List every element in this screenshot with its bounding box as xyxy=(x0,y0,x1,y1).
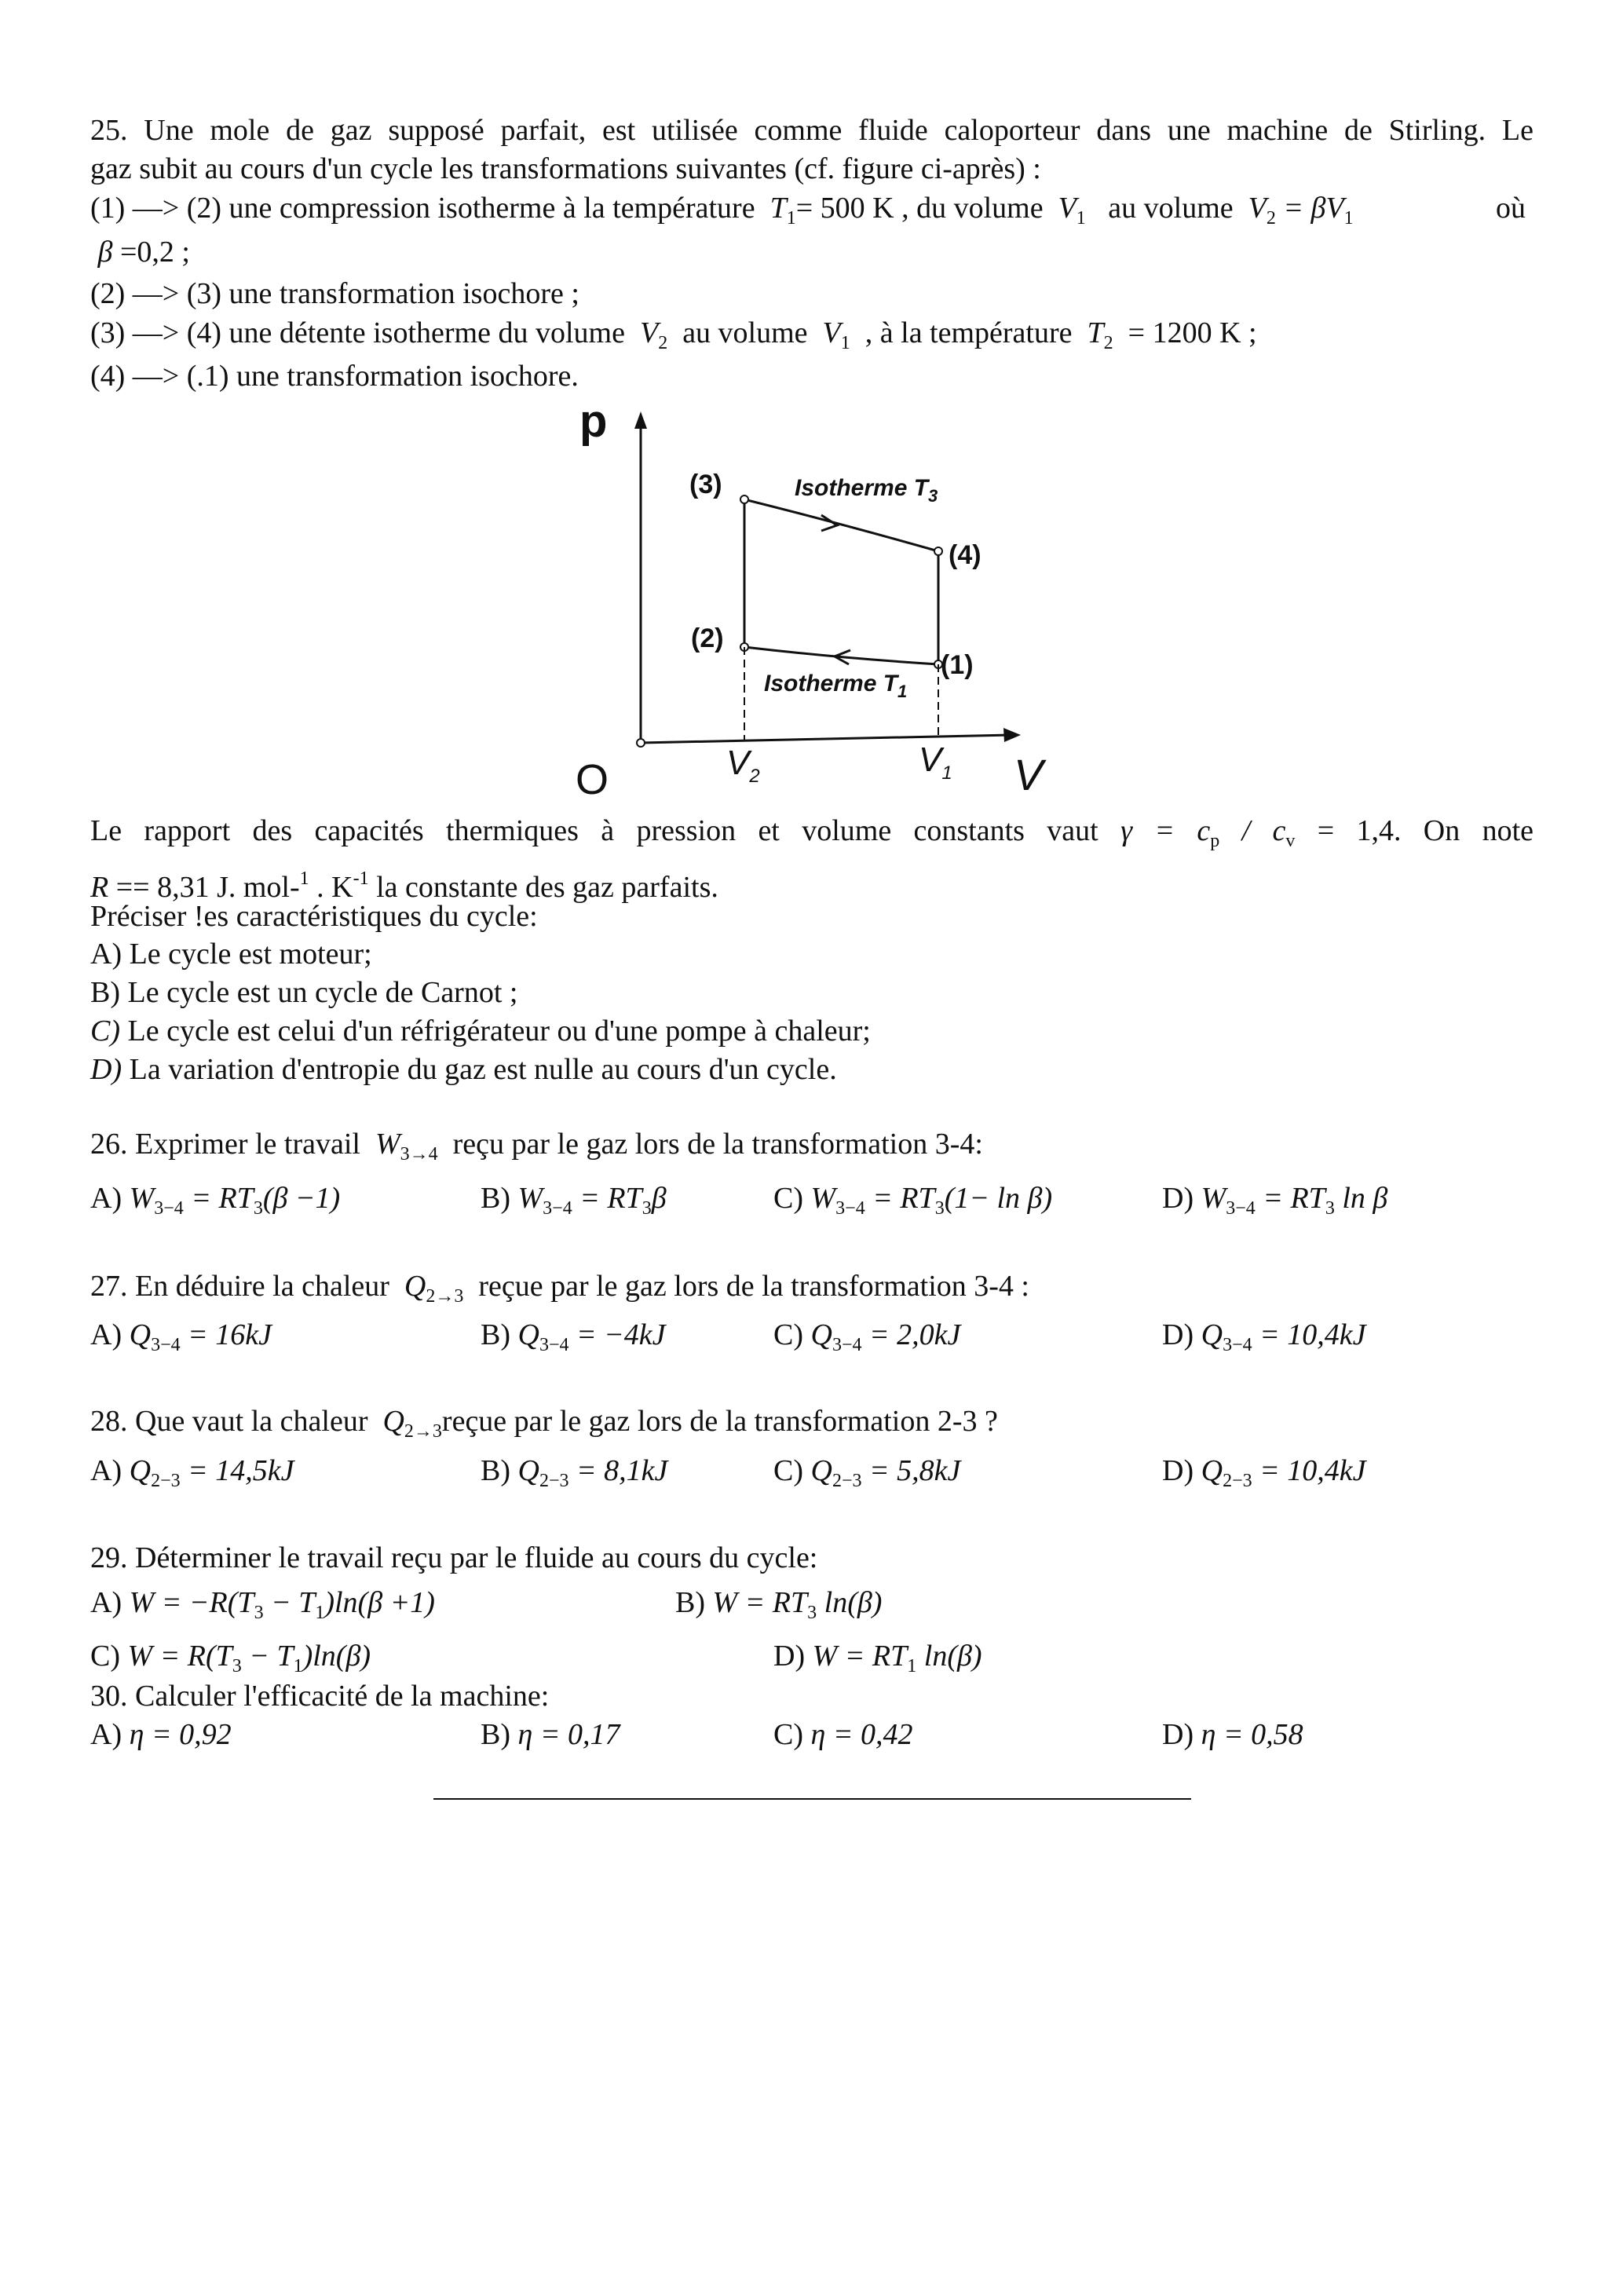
q30-option-b[interactable]: B) η = 0,17 xyxy=(481,1718,620,1751)
q27-option-b[interactable]: B) $Q_{3-4} = -4kJ$ xyxy=(481,1318,666,1355)
q28-option-c[interactable]: C) $Q_{2-3} = 5,8kJ$ xyxy=(773,1454,961,1491)
p-axis-label: p xyxy=(579,397,608,447)
isotherm-T3-arrow xyxy=(821,515,837,531)
q27-option-c[interactable]: C) $Q_{3-4} = 2,0kJ$ xyxy=(773,1318,961,1355)
q26-statement: 26. Exprimer le travail $W_{3\to 4}$ reçu par le gaz lors de la transformation 3-4: xyxy=(90,1128,983,1164)
q25-line-1: 25. Une mole de gaz supposé parfait, est utilisée comme fluide caloporteur dans une machine de Stirling. Le xyxy=(90,114,1533,147)
q25-line-5: (2) —> (3) une transformation isochore ; xyxy=(90,277,579,310)
point-1-label: (1) xyxy=(941,650,974,680)
v-axis xyxy=(641,735,1011,743)
q25-ou: où xyxy=(1496,192,1526,225)
point-2-label: (2) xyxy=(691,623,724,653)
q29-option-c[interactable]: C) $W = R(T_3 - T_1)\ln(\beta)$ xyxy=(90,1640,371,1676)
q30-option-d[interactable]: D) η = 0,58 xyxy=(1162,1718,1303,1751)
q25-option-a[interactable]: A) Le cycle est moteur; xyxy=(90,938,372,971)
q26-option-c[interactable]: C) $W_{3-4} = RT_3(1- \ln \beta)$ xyxy=(773,1182,1053,1219)
q30-option-a[interactable]: A) η = 0,92 xyxy=(90,1718,232,1751)
q26-option-b[interactable]: B) $W_{3-4} = RT_3\beta$ xyxy=(481,1182,667,1219)
q25-option-d[interactable]: D) La variation d'entropie du gaz est nulle au cours d'un cycle. xyxy=(90,1053,837,1086)
origin-point xyxy=(637,739,645,747)
v1-tick-label: $V_1$ xyxy=(919,740,952,784)
q30-option-c[interactable]: C) η = 0,42 xyxy=(773,1718,913,1751)
q30-statement: 30. Calculer l'efficacité de la machine: xyxy=(90,1680,550,1713)
point-3 xyxy=(740,495,748,503)
p-axis-arrow xyxy=(634,411,647,429)
isotherm-T1-label: Isotherme $T_1$ xyxy=(764,671,908,701)
isotherm-T3-curve xyxy=(744,499,938,551)
q28-statement: 28. Que vaut la chaleur $Q_{2\to 3}reçue$ par le gaz lors de la transformation 2-3 ? xyxy=(90,1405,998,1442)
v-axis-label: V xyxy=(1014,750,1044,799)
q27-option-d[interactable]: D) $Q_{3-4} = 10,4kJ$ xyxy=(1162,1318,1366,1355)
q25-option-c[interactable]: C) Le cycle est celui d'un réfrigérateur ou d'une pompe à chaleur; xyxy=(90,1015,871,1047)
isotherm-T1-curve xyxy=(744,647,938,664)
q25-prompt: Préciser !es caractéristiques du cycle: xyxy=(90,900,538,933)
q28-option-b[interactable]: B) $Q_{2-3} = 8,1kJ$ xyxy=(481,1454,668,1491)
origin-label: O xyxy=(576,756,609,803)
q26-option-d[interactable]: D) $W_{3-4} = RT_3$ ln β xyxy=(1162,1182,1388,1219)
q25-line-7: (4) —> (.1) une transformation isochore. xyxy=(90,360,579,393)
q28-option-a[interactable]: A) $Q_{2-3} = 14,5kJ$ xyxy=(90,1454,294,1491)
q28-option-d[interactable]: D) $Q_{2-3} = 10,4kJ$ xyxy=(1162,1454,1366,1491)
q25-line-6: (3) —> (4) une détente isotherme du volume $V_2$ au volume $V_1$ , à la température $T_2 = 1200$ K ; xyxy=(90,316,1257,353)
q27-statement: 27. En déduire la chaleur $Q_{2\to 3}$ reçue par le gaz lors de la transformation 3-4 : xyxy=(90,1270,1029,1307)
isotherm-T3-label: Isotherme $T_3$ xyxy=(795,475,938,506)
q25-line-4: β =0,2 ; xyxy=(97,236,190,269)
point-4-label: (4) xyxy=(949,540,981,570)
q25-line-3: (1) —> (2) une compression isotherme à la température $T_1= 500$ K , du volume $V_1$ au volume $V_2 = \beta V_1$ xyxy=(90,192,1354,229)
q29-option-a[interactable]: A) $W = -R(T_3 - T_1)\ln(\beta +1)$ xyxy=(90,1586,435,1623)
q29-option-b[interactable]: B) $W = RT_3$ ln(β) xyxy=(675,1586,883,1623)
point-4 xyxy=(934,547,942,555)
gamma-line-2: R == 8,31 J. mol-$^1$ . $K^{-1}$ la constante des gaz parfaits. xyxy=(90,868,718,904)
v-axis-arrow xyxy=(1003,728,1021,742)
q25-line-2: gaz subit au cours d'un cycle les transformations suivantes (cf. figure ci-après) : xyxy=(90,152,1041,185)
q29-statement: 29. Déterminer le travail reçu par le fluide au cours du cycle: xyxy=(90,1541,818,1574)
separator-line xyxy=(433,1798,1191,1800)
q29-option-d[interactable]: D) $W = RT_1$ ln(β) xyxy=(773,1640,982,1676)
q27-option-a[interactable]: A) $Q_{3-4} = 16kJ$ xyxy=(90,1318,272,1355)
q26-option-a[interactable]: A) $W_{3-4} = RT_3(\beta -1)$ xyxy=(90,1182,341,1219)
point-3-label: (3) xyxy=(689,470,722,499)
v2-tick-label: $V_2$ xyxy=(726,744,760,787)
gamma-line-1: Le rapport des capacités thermiques à pression et volume constants vaut $\gamma = c_p / c_v = 1,4$. On note xyxy=(90,814,1534,851)
q25-option-b[interactable]: B) Le cycle est un cycle de Carnot ; xyxy=(90,976,518,1009)
pv-cycle-diagram xyxy=(525,397,1102,806)
